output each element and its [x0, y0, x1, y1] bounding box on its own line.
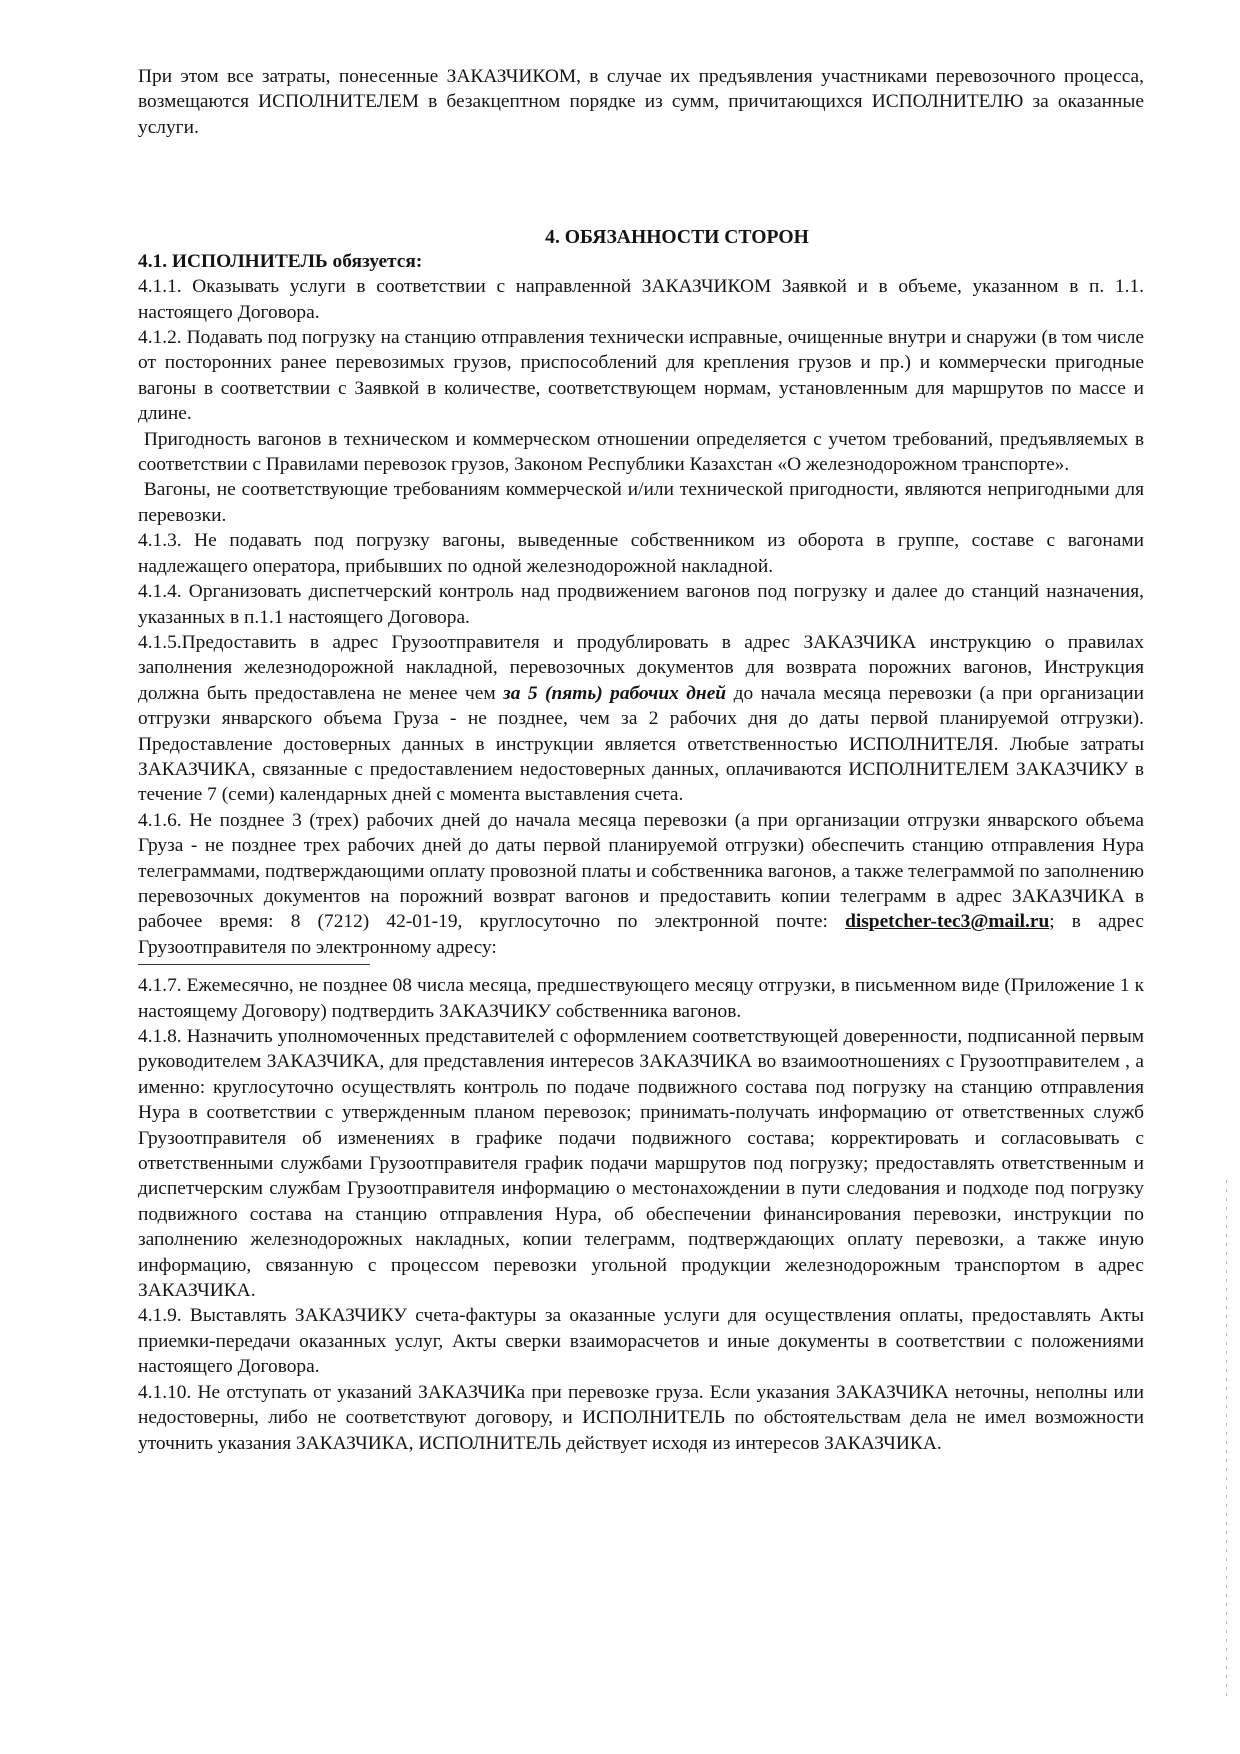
clause-4-1-6-part-a: 4.1.6. Не позднее 3 (трех) рабочих дней до начала месяца перевозки (а при организации отгрузки январского объема Груза - не позднее трех рабочих дней до даты первой планируемой отгрузки) обеспечить станцию отправления Нура телеграммами, подтверждающими оплату провозной платы и собственника вагонов, а также телеграммой по заполнению перевозочных документов на порожний возврат вагонов и предоставить копии телеграмм в адрес ЗАКАЗЧИКА в рабочее время: 8 (7212) 42-01-19, круглосуточно по электронной почте:	[138, 809, 1144, 933]
document-page	[138, 64, 1144, 1456]
section-title: 4. ОБЯЗАННОСТИ СТОРОН	[545, 227, 809, 249]
dispatcher-email-link[interactable]: dispetcher-tec3@mail.ru	[845, 911, 1050, 933]
intro-paragraph: При этом все затраты, понесенные ЗАКАЗЧИКОМ, в случае их предъявления участниками перевозочного процесса, возмещаются ИСПОЛНИТЕЛЕМ в безакцептном порядке из сумм, причитающихся ИСПОЛНИТЕЛЮ за оказанные услуги.	[138, 66, 1144, 138]
clause-4-1-8: 4.1.8. Назначить уполномоченных представителей с оформлением соответствующей доверенности, подписанной первым руководителем ЗАКАЗЧИКА, для представления интересов ЗАКАЗЧИКА во взаимоотношениях с Грузоотправителем , а именно: круглосуточно осуществлять контроль по подаче подвижного состава под погрузку на станцию отправления Нура в соответствии с утвержденным планом перевозок; принимать-получать информацию от ответственных служб Грузоотправителя об изменениях в графике подачи подвижного состава; корректировать и согласовывать с ответственными службами Грузоотправителя график подачи маршрутов под погрузку; предоставлять ответственным и диспетчерским службам Грузоотправителя информацию о местонахождении в пути следования и подходе под погрузку подвижного состава на станцию отправления Нура, об обеспечении финансирования перевозки, инструкции по заполнению железнодорожных накладных, копии телеграмм, подтверждающих оплату перевозки, а также иную информацию, связанную с процессом перевозки угольной продукции железнодорожным транспортом в адрес ЗАКАЗЧИКА.	[138, 1026, 1144, 1302]
separator-rule	[138, 964, 370, 965]
clause-4-1-7: 4.1.7. Ежемесячно, не позднее 08 числа месяца, предшествующего месяцу отгрузки, в письменном виде (Приложение 1 к настоящему Договору) подтвердить ЗАКАЗЧИКУ собственника вагонов.	[138, 975, 1144, 1022]
clause-4-1-5-part-b: до начала месяца перевозки (а при организации отгрузки январского объема Груза - не позднее, чем за 2 рабочих дня до даты первой планируемой отгрузки). Предоставление достоверных данных в инструкции является ответственностью ИСПОЛНИТЕЛЯ. Любые затраты ЗАКАЗЧИКА, связанные с предоставлением недостоверных данных, оплачиваются ИСПОЛНИТЕЛЕМ ЗАКАЗЧИКУ в течение 7 (семи) календарных дней с момента выставления счета.	[138, 682, 1145, 806]
scan-edge-artifact	[1226, 1180, 1227, 1700]
clause-suitability: Пригодность вагонов в техническом и коммерческом отношении определяется с учетом требований, предъявляемых в соответствии с Правилами перевозок грузов, Законом Республики Казахстан «О железнодорожном транспорте».	[138, 428, 1144, 476]
clause-4-1-6	[138, 808, 1144, 960]
clause-4-1-3: 4.1.3. Не подавать под погрузку вагоны, выведенные собственником из оборота в группе, составе с вагонами надлежащего оператора, прибывших по одной железнодорожной накладной.	[138, 530, 1144, 577]
clause-4-1-5	[138, 630, 1144, 808]
clause-4-1-4: 4.1.4. Организовать диспетчерский контроль над продвижением вагонов под погрузку и далее до станций назначения, указанных в п.1.1 настоящего Договора.	[138, 581, 1144, 628]
clause-unsuitable: Вагоны, не соответствующие требованиям коммерческой и/или технической пригодности, являются непригодными для перевозки.	[138, 479, 1144, 526]
clause-4-1-10: 4.1.10. Не отступать от указаний ЗАКАЗЧИКа при перевозке груза. Если указания ЗАКАЗЧИКА неточны, неполны или недостоверны, либо не соответствуют договору, и ИСПОЛНИТЕЛЬ по обстоятельствам дела не имел возможности уточнить указания ЗАКАЗЧИКА, ИСПОЛНИТЕЛЬ действует исходя из интересов ЗАКАЗЧИКА.	[138, 1381, 1144, 1454]
clause-4-1-5-part-a: 4.1.5.Предоставить в адрес Грузоотправителя и продублировать в адрес ЗАКАЗЧИКА инструкцию о правилах заполнения железнодорожной накладной, перевозочных документов для возврата порожних вагонов, Инструкция должна быть предоставлена не менее чем	[138, 631, 1144, 704]
clause-4-1-5-emphasis: за 5 (пять) рабочих дней	[503, 682, 727, 704]
clause-4-1-2: 4.1.2. Подавать под погрузку на станцию отправления технически исправные, очищенные внутри и снаружи (в том числе от посторонних ранее перевозимых грузов, приспособлений для крепления грузов и пр.) и коммерчески пригодные вагоны в соответствии с Заявкой в количестве, соответствующем нормам, установленным для маршрутов по массе и длине.	[138, 327, 1144, 425]
subsection-title: 4.1. ИСПОЛНИТЕЛЬ обязуется:	[138, 251, 423, 273]
clause-4-1-9: 4.1.9. Выставлять ЗАКАЗЧИКУ счета-фактуры за оказанные услуги для осуществления оплаты, предоставлять Акты приемки-передачи оказанных услуг, Акты сверки взаиморасчетов и иные документы в соответствии с положениями настоящего Договора.	[138, 1305, 1144, 1378]
clause-4-1-6-part-b: ; в адрес Грузоотправителя по электронному адресу:	[138, 911, 1144, 958]
clause-4-1-1: 4.1.1. Оказывать услуги в соответствии с направленной ЗАКАЗЧИКОМ Заявкой и в объеме, указанном в п. 1.1. настоящего Договора.	[138, 276, 1144, 323]
